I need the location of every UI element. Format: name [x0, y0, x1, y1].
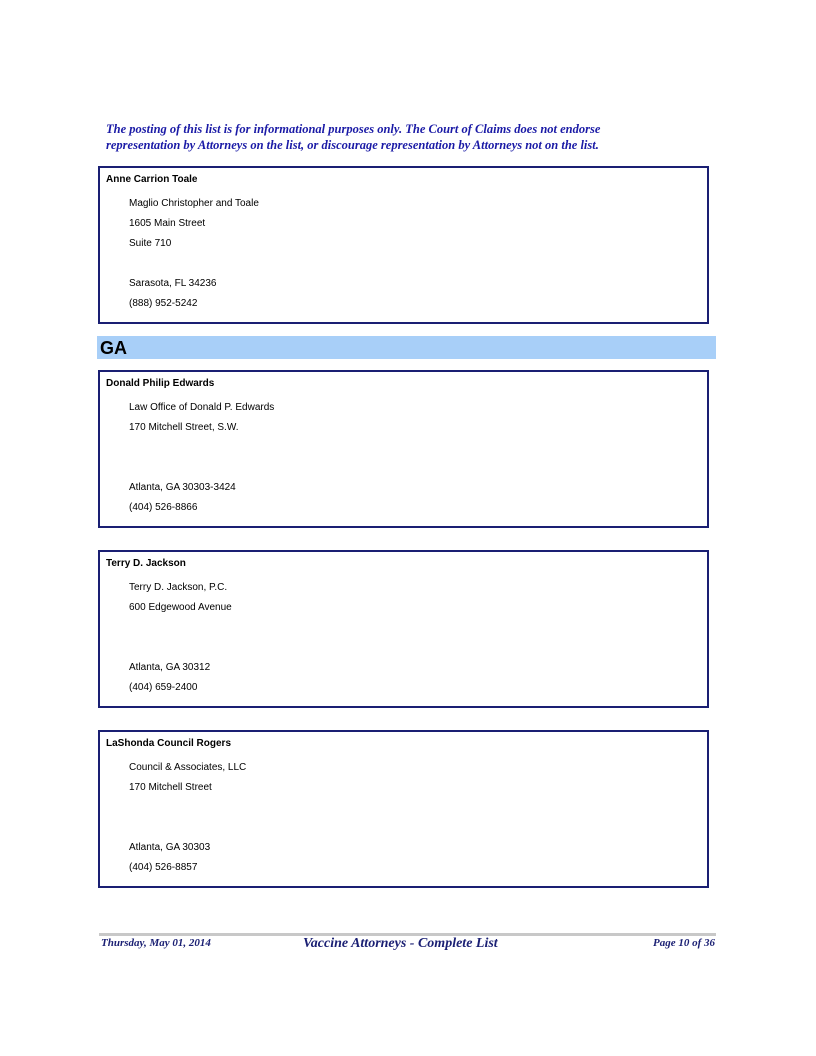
attorney-name: Donald Philip Edwards [106, 378, 215, 389]
footer-title: Vaccine Attorneys - Complete List [303, 936, 498, 951]
attorney-phone: (404) 526-8857 [129, 862, 198, 873]
attorney-name: Terry D. Jackson [106, 558, 186, 569]
attorney-name: LaShonda Council Rogers [106, 738, 232, 749]
attorney-address-2: Suite 710 [129, 238, 172, 249]
state-header-label: GA [100, 338, 127, 358]
attorney-phone: (404) 659-2400 [129, 682, 198, 693]
attorney-phone: (888) 952-5242 [129, 298, 198, 309]
attorney-card [98, 370, 709, 528]
attorney-firm: Terry D. Jackson, P.C. [129, 582, 228, 593]
attorney-address-1: 1605 Main Street [129, 218, 206, 229]
attorney-address-1: 600 Edgewood Avenue [129, 602, 232, 613]
disclaimer-line-2: representation by Attorneys on the list, or discourage representation by Attorneys not on the list. [106, 138, 599, 152]
attorney-city: Atlanta, GA 30312 [129, 662, 211, 673]
attorney-firm: Council & Associates, LLC [129, 762, 247, 773]
footer-date: Thursday, May 01, 2014 [101, 937, 211, 949]
attorney-city: Atlanta, GA 30303 [129, 842, 211, 853]
attorney-city: Atlanta, GA 30303-3424 [129, 482, 236, 493]
disclaimer [106, 121, 706, 153]
attorney-firm: Law Office of Donald P. Edwards [129, 402, 275, 413]
attorney-phone: (404) 526-8866 [129, 502, 198, 513]
footer-page-number: Page 10 of 36 [652, 937, 715, 949]
attorney-card [98, 550, 709, 708]
attorney-address-1: 170 Mitchell Street [129, 782, 212, 793]
attorney-firm: Maglio Christopher and Toale [129, 198, 259, 209]
attorney-card [98, 730, 709, 888]
disclaimer-line-1: The posting of this list is for informational purposes only. The Court of Claims does not endorse [106, 122, 601, 136]
state-header [97, 336, 716, 359]
attorney-city: Sarasota, FL 34236 [129, 278, 217, 289]
attorney-card [98, 166, 709, 324]
attorney-address-1: 170 Mitchell Street, S.W. [129, 422, 239, 433]
attorney-name: Anne Carrion Toale [106, 174, 198, 185]
